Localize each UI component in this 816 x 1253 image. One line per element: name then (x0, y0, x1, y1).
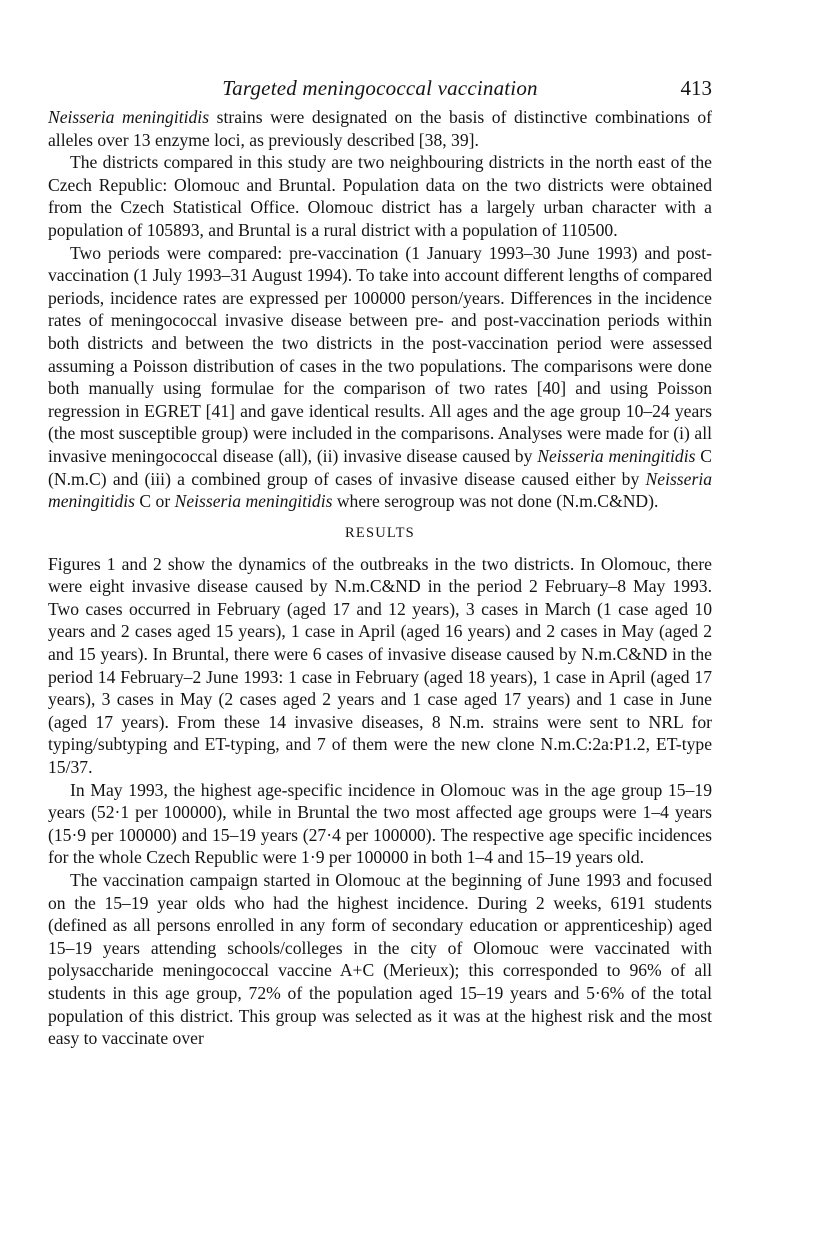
paragraph-age-specific-incidence (48, 779, 712, 869)
text-run: C or (135, 491, 175, 512)
text-run: In May 1993, the highest age-specific incidence in Olomouc was in the age group 15–19 years (52·1 per 100000), while in Bruntal the two most affected age groups were 1–4 years (15·9 per 100000) and 15–19 years (27·4 per 100000). The respective age specific incidences for the whole Czech Republic were 1·9 per 100000 in both 1–4 and 15–19 years old. (48, 779, 712, 868)
text-run: where serogroup was not done (N.m.C&ND). (332, 491, 659, 512)
italic-species-name: Neisseria meningitidis (537, 445, 696, 466)
text-run: C (N.m.C) and (iii) a combined group of cases of invasive disease caused either by (48, 445, 713, 489)
running-title: Targeted meningococcal vaccination (222, 76, 538, 100)
text-run: Figures 1 and 2 show the dynamics of the outbreaks in the two districts. In Olomouc, there were eight invasive disease caused by N.m.C&ND in the period 2 February–8 May 1993. Two cases occurred in February (aged 17 and 12 years), 3 cases in March (1 case aged 10 years and 2 cases aged 15 years), 1 case in April (aged 16 years) and 2 cases in May (aged 2 and 15 years). In Bruntal, there were 6 cases of invasive disease caused by N.m.C&ND in the period 14 February–2 June 1993: 1 case in February (aged 18 years), 1 case in April (aged 17 years), 3 cases in May (2 cases aged 2 years and 1 case aged 17 years) and 1 case in June (aged 17 years). From these 14 invasive diseases, 8 N.m. strains were sent to NRL for typing/subtyping and ET-typing, and 7 of them were the new clone N.m.C:2a:P1.2, ET-type 15/37. (48, 553, 712, 778)
section-heading-results: RESULTS (345, 524, 415, 541)
running-header (48, 76, 712, 106)
page-number: 413 (680, 76, 712, 100)
paragraph-vaccination-campaign (48, 869, 712, 1050)
paragraph-strain-designation (48, 106, 712, 151)
italic-species-name: Neisseria meningitidis (174, 491, 333, 512)
journal-page (48, 76, 712, 1050)
text-run: strains were designated on the basis of distinctive combinations of alleles over 13 enzyme loci, as previously described [38, 39]. (48, 107, 712, 150)
text-run: The districts compared in this study are two neighbouring districts in the north east of the Czech Republic: Olomouc and Bruntal. Population data on the two districts were obtained from the Czech Statistical Office. Olomouc district has a largely urban character with a population of 105893, and Bruntal is a rural district with a population of 110500. (48, 152, 712, 240)
paragraph-outbreak-dynamics (48, 553, 712, 779)
text-run: Two periods were compared: pre-vaccination (1 January 1993–30 June 1993) and post-vaccination (1 July 1993–31 August 1994). To take into account different lengths of compared periods, incidence rates are expressed per 100000 person/years. Differences in the incidence rates of meningococcal invasive disease between pre- and post-vaccination periods within both districts and between the two districts in the post-vaccination period were assessed assuming a Poisson distribution of cases in the two populations. The comparisons were done both manually using formulae for the comparison of two rates [40] and using Poisson regression in EGRET [41] and gave identical results. All ages and the age group 10–24 years (the most susceptible group) were included in the comparisons. Analyses were made for (i) all invasive meningococcal disease (all), (ii) invasive disease caused by (48, 242, 712, 466)
paragraph-districts (48, 151, 712, 241)
italic-species-name: Neisseria meningitidis (48, 468, 712, 512)
paragraph-periods (48, 242, 712, 513)
italic-species-name: Neisseria meningitidis (48, 107, 210, 127)
text-run: The vaccination campaign started in Olomouc at the beginning of June 1993 and focused on the 15–19 year olds who had the highest incidence. During 2 weeks, 6191 students (defined as all persons enrolled in any form of secondary education or apprenticeship) aged 15–19 years attending schools/colleges in the city of Olomouc were vaccinated with polysaccharide meningococcal vaccine A+C (Merieux); this corresponded to 96% of all students in this age group, 72% of the population aged 15–19 years and 5·6% of the total population of this district. This group was selected as it was at the highest risk and the most easy to vaccinate over (48, 870, 712, 1049)
